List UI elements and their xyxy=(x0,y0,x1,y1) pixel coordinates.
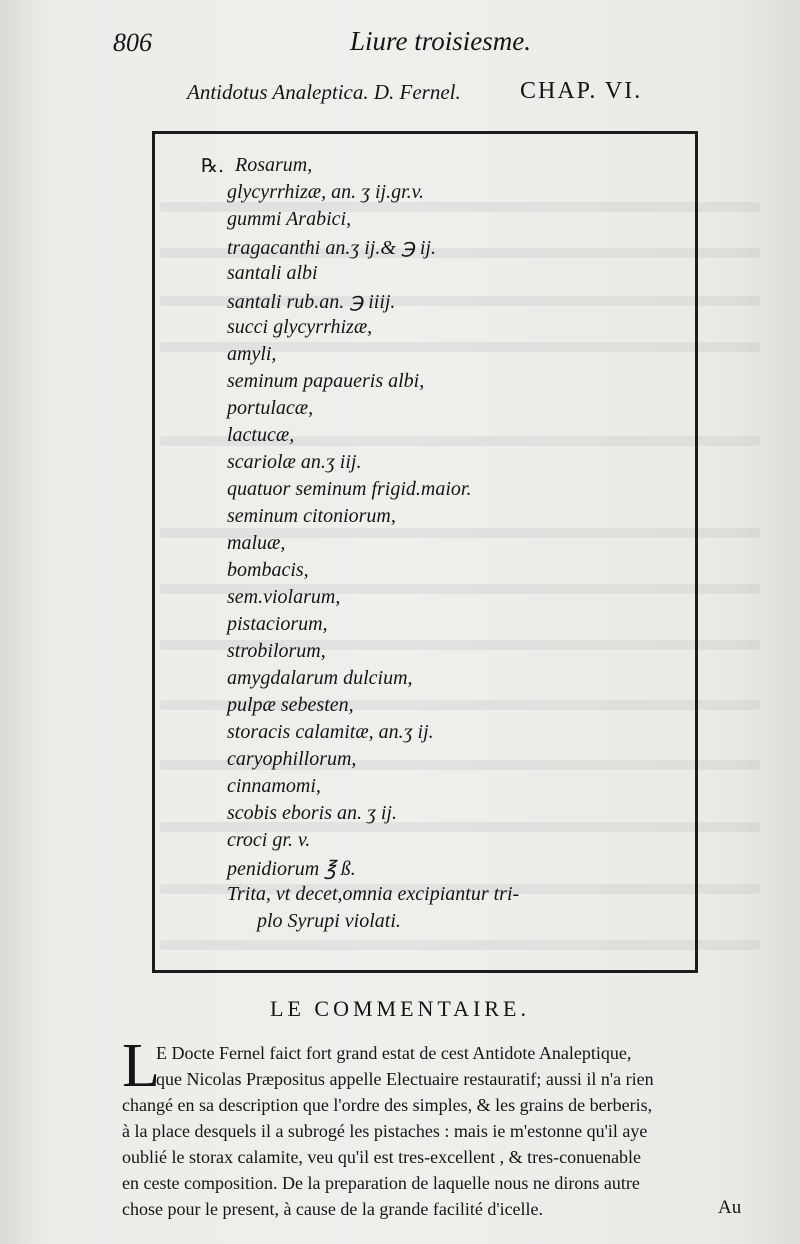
commentary-line: changé en sa description que l'ordre des simples, & les grains de berberis, xyxy=(122,1095,653,1115)
commentary-line: oublié le storax calamite, veu qu'il est tres-excellent , & tres-conuenable xyxy=(122,1147,642,1167)
chapter-label: CHAP. VI. xyxy=(520,78,643,104)
commentary-line: que Nicolas Præpositus appelle Electuaire restauratif; aussi il n'a rien xyxy=(156,1069,654,1089)
recipe-title: Antidotus Analeptica. D. Fernel. xyxy=(187,80,461,104)
section-head xyxy=(0,76,800,112)
ingredient-line: caryophillorum, xyxy=(227,748,357,770)
ingredient-line: scariolæ an.ʒ iij. xyxy=(227,451,362,473)
ingredient-line: gummi Arabici, xyxy=(227,208,352,230)
commentary-heading: LE COMMENTAIRE. xyxy=(270,996,530,1021)
ingredient-line: plo Syrupi violati. xyxy=(257,910,401,932)
ingredient-line: bombacis, xyxy=(227,559,309,581)
ingredient-line: amyli, xyxy=(227,343,277,365)
ingredient-line: amygdalarum dulcium, xyxy=(227,667,413,689)
ingredient-line: seminum papaueris albi, xyxy=(227,370,425,392)
ingredient-line: santali rub.an. ℈ iiij. xyxy=(227,291,396,313)
commentary-line: E Docte Fernel faict fort grand estat de cest Antidote Analeptique, xyxy=(156,1043,632,1063)
recipe-box xyxy=(152,131,698,973)
book-title: Liure troisiesme. xyxy=(350,26,531,56)
ingredient-line: Rosarum, xyxy=(235,154,313,176)
ingredient-line: pulpæ sebesten, xyxy=(227,694,354,716)
ingredient-line: tragacanthi an.ʒ ij.& ℈ ij. xyxy=(227,237,436,259)
ingredient-line: penidiorum ℥ ß. xyxy=(227,858,356,880)
commentary-line: chose pour le present, à cause de la grande facilité d'icelle. xyxy=(122,1199,544,1219)
ingredient-line: quatuor seminum frigid.maior. xyxy=(227,478,472,500)
ingredient-line: maluæ, xyxy=(227,532,286,554)
ingredient-line: croci gr. v. xyxy=(227,829,311,851)
commentary-line: en ceste composition. De la preparation de laquelle nous ne dirons autre xyxy=(122,1173,640,1193)
running-head xyxy=(0,26,800,66)
ingredient-line: cinnamomi, xyxy=(227,775,321,797)
ingredient-line: glycyrrhizæ, an. ʒ ij.gr.v. xyxy=(227,181,425,203)
ingredient-line: lactucæ, xyxy=(227,424,295,446)
drop-cap: L xyxy=(122,1032,160,1100)
ingredient-line: seminum citoniorum, xyxy=(227,505,396,527)
ingredient-line: strobilorum, xyxy=(227,640,326,662)
ingredient-line: portulacæ, xyxy=(227,397,314,419)
commentary-line: à la place desquels il a subrogé les pistaches : mais ie m'estonne qu'il aye xyxy=(122,1121,648,1141)
ingredient-line: scobis eboris an. ʒ ij. xyxy=(227,802,397,824)
ingredient-line: Trita, vt decet,omnia excipiantur tri- xyxy=(227,883,520,905)
ingredient-line: sem.violarum, xyxy=(227,586,341,608)
catchword: Au xyxy=(718,1197,742,1218)
recipe-rx-symbol: ℞. xyxy=(201,155,225,177)
page-number: 806 xyxy=(113,28,152,57)
ingredient-line: pistaciorum, xyxy=(227,613,328,635)
ingredient-line: santali albi xyxy=(227,262,318,284)
ingredient-line: succi glycyrrhizæ, xyxy=(227,316,373,338)
ingredient-line: storacis calamitæ, an.ʒ ij. xyxy=(227,721,434,743)
